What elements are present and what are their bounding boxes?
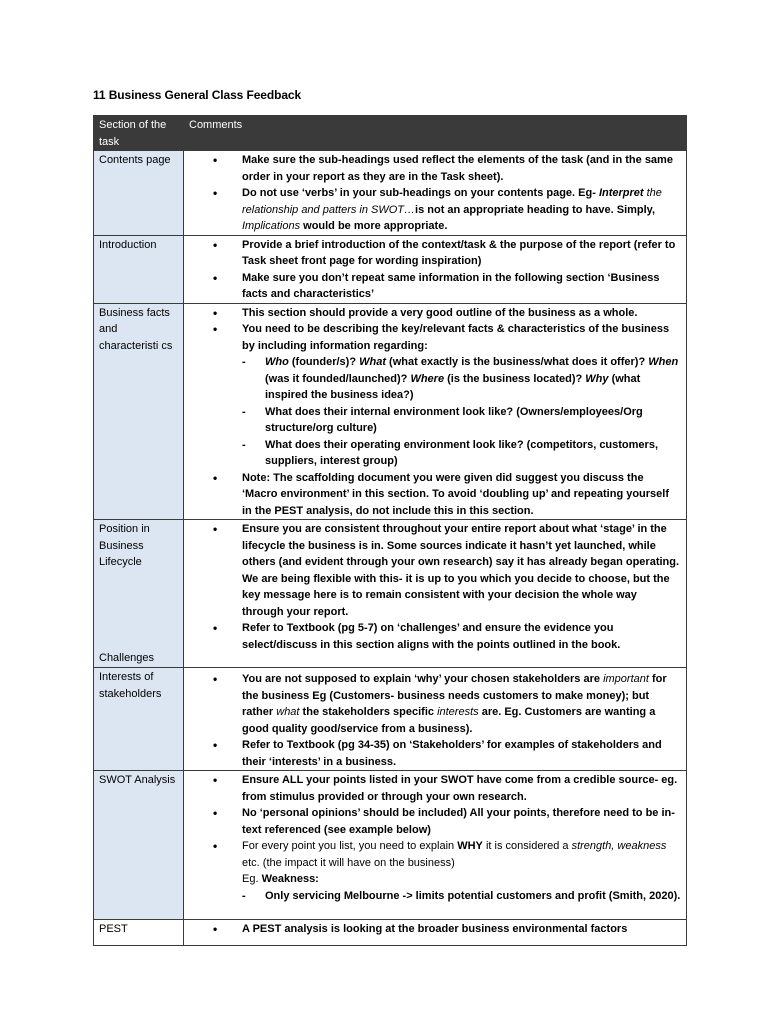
row-comments	[184, 303, 687, 520]
list-item: • For every point you list, you need to explain WHY it is considered a strength, weakness etc. (the impact it will have on the business) Eg. Weakness: - Only servicing Melbourne -> limits potential customers and profit (Smith, 2020).	[242, 838, 681, 904]
page-title: 11 Business General Class Feedback	[93, 88, 302, 102]
row-comments	[184, 668, 687, 771]
row-comments	[184, 771, 687, 920]
list-item: • Provide a brief introduction of the context/task & the purpose of the report (refer to Task sheet front page for wording inspiration)	[242, 237, 681, 270]
feedback-table	[93, 115, 687, 946]
section-label-challenges: Challenges	[99, 651, 155, 664]
row-section-label	[94, 520, 184, 668]
sub-list-item: - What does their internal environment look like? (Owners/employees/Org structure/org culture)	[265, 404, 681, 437]
table-row	[94, 303, 687, 520]
row-comments	[184, 151, 687, 236]
list-item: • Make sure the sub-headings used reflect the elements of the task (and in the same order in your report as they are in the Task sheet).	[242, 152, 681, 185]
list-item: • This section should provide a very good outline of the business as a whole.	[242, 305, 681, 322]
table-row	[94, 151, 687, 236]
table-row	[94, 235, 687, 303]
list-item: • Refer to Textbook (pg 34-35) on ‘Stakeholders’ for examples of stakeholders and their ‘interests’ in a business.	[242, 737, 681, 770]
sub-list-item: - What does their operating environment look like? (competitors, customers, suppliers, interest group)	[265, 437, 681, 470]
list-item: • Note: The scaffolding document you were given did suggest you discuss the ‘Macro environment’ in this section. To avoid ‘doubling up’ and repeating yourself in the PEST analysis, do not include this in this section.	[242, 470, 681, 520]
list-item: • A PEST analysis is looking at the broader business environmental factors	[242, 921, 681, 938]
example-line: Eg. Weakness:	[242, 873, 319, 885]
list-item: • Refer to Textbook (pg 5-7) on ‘challenges’ and ensure the evidence you select/discuss in this section aligns with the points outlined in the book.	[242, 620, 681, 653]
row-section-label: Introduction	[94, 235, 184, 303]
table-header-row	[94, 116, 687, 151]
row-section-label: PEST	[94, 920, 184, 946]
section-label-lifecycle: Position in Business Lifecycle	[99, 523, 150, 568]
row-section-label: Contents page	[94, 151, 184, 236]
list-item: • Ensure you are consistent throughout your entire report about what ‘stage’ in the lifecycle the business is in. Some sources indicate it hasn’t yet launched, while others (and evident through your own research) say it has already began operating. We are being flexible with this- it is up to you which you decide to choose, but the key message here is to remain consistent with your decision the whole way through your report.	[242, 521, 681, 620]
list-item: • You need to be describing the key/relevant facts & characteristics of the business by including information regarding: - Who (founder/s)? What (what exactly is the business/what does it offer)? When (was it founded/launched)? Where (is the business located)? Why (what inspired the business idea?) - What does their internal environment look like? (Owners/employees/Org structure/org culture) - What does their operating environment look like? (competitors, customers, suppliers, interest group)	[242, 321, 681, 470]
header-section: Section of the task	[94, 116, 184, 151]
list-item: • Do not use ‘verbs’ in your sub-headings on your contents page. Eg- Interpret the relationship and patters in SWOT…is not an appropriate heading to have. Simply, Implications would be more appropriate.	[242, 185, 681, 235]
list-item: • Make sure you don’t repeat same information in the following section ‘Business facts and characteristics’	[242, 270, 681, 303]
table-row	[94, 920, 687, 946]
list-item: • No ‘personal opinions’ should be included) All your points, therefore need to be in-text referenced (see example below)	[242, 805, 681, 838]
table-row	[94, 668, 687, 771]
header-comments: Comments	[184, 116, 687, 151]
row-comments	[184, 235, 687, 303]
sub-list-item: - Who (founder/s)? What (what exactly is the business/what does it offer)? When (was it founded/launched)? Where (is the business located)? Why (what inspired the business idea?)	[265, 354, 681, 404]
list-item: • Ensure ALL your points listed in your SWOT have come from a credible source- eg. from stimulus provided or through your own research.	[242, 772, 681, 805]
row-comments	[184, 920, 687, 946]
table-row	[94, 520, 687, 668]
row-section-label: Interests of stakeholders	[94, 668, 184, 771]
list-item: • You are not supposed to explain ‘why’ your chosen stakeholders are important for the business Eg (Customers- business needs customers to make money); but rather what the stakeholders specific interests are. Eg. Customers are wanting a good quality good/service from a business).	[242, 671, 681, 737]
sub-list-item: - Only servicing Melbourne -> limits potential customers and profit (Smith, 2020).	[265, 888, 681, 905]
row-comments	[184, 520, 687, 668]
table-row	[94, 771, 687, 920]
row-section-label: SWOT Analysis	[94, 771, 184, 920]
row-section-label: Business facts and characteristi cs	[94, 303, 184, 520]
